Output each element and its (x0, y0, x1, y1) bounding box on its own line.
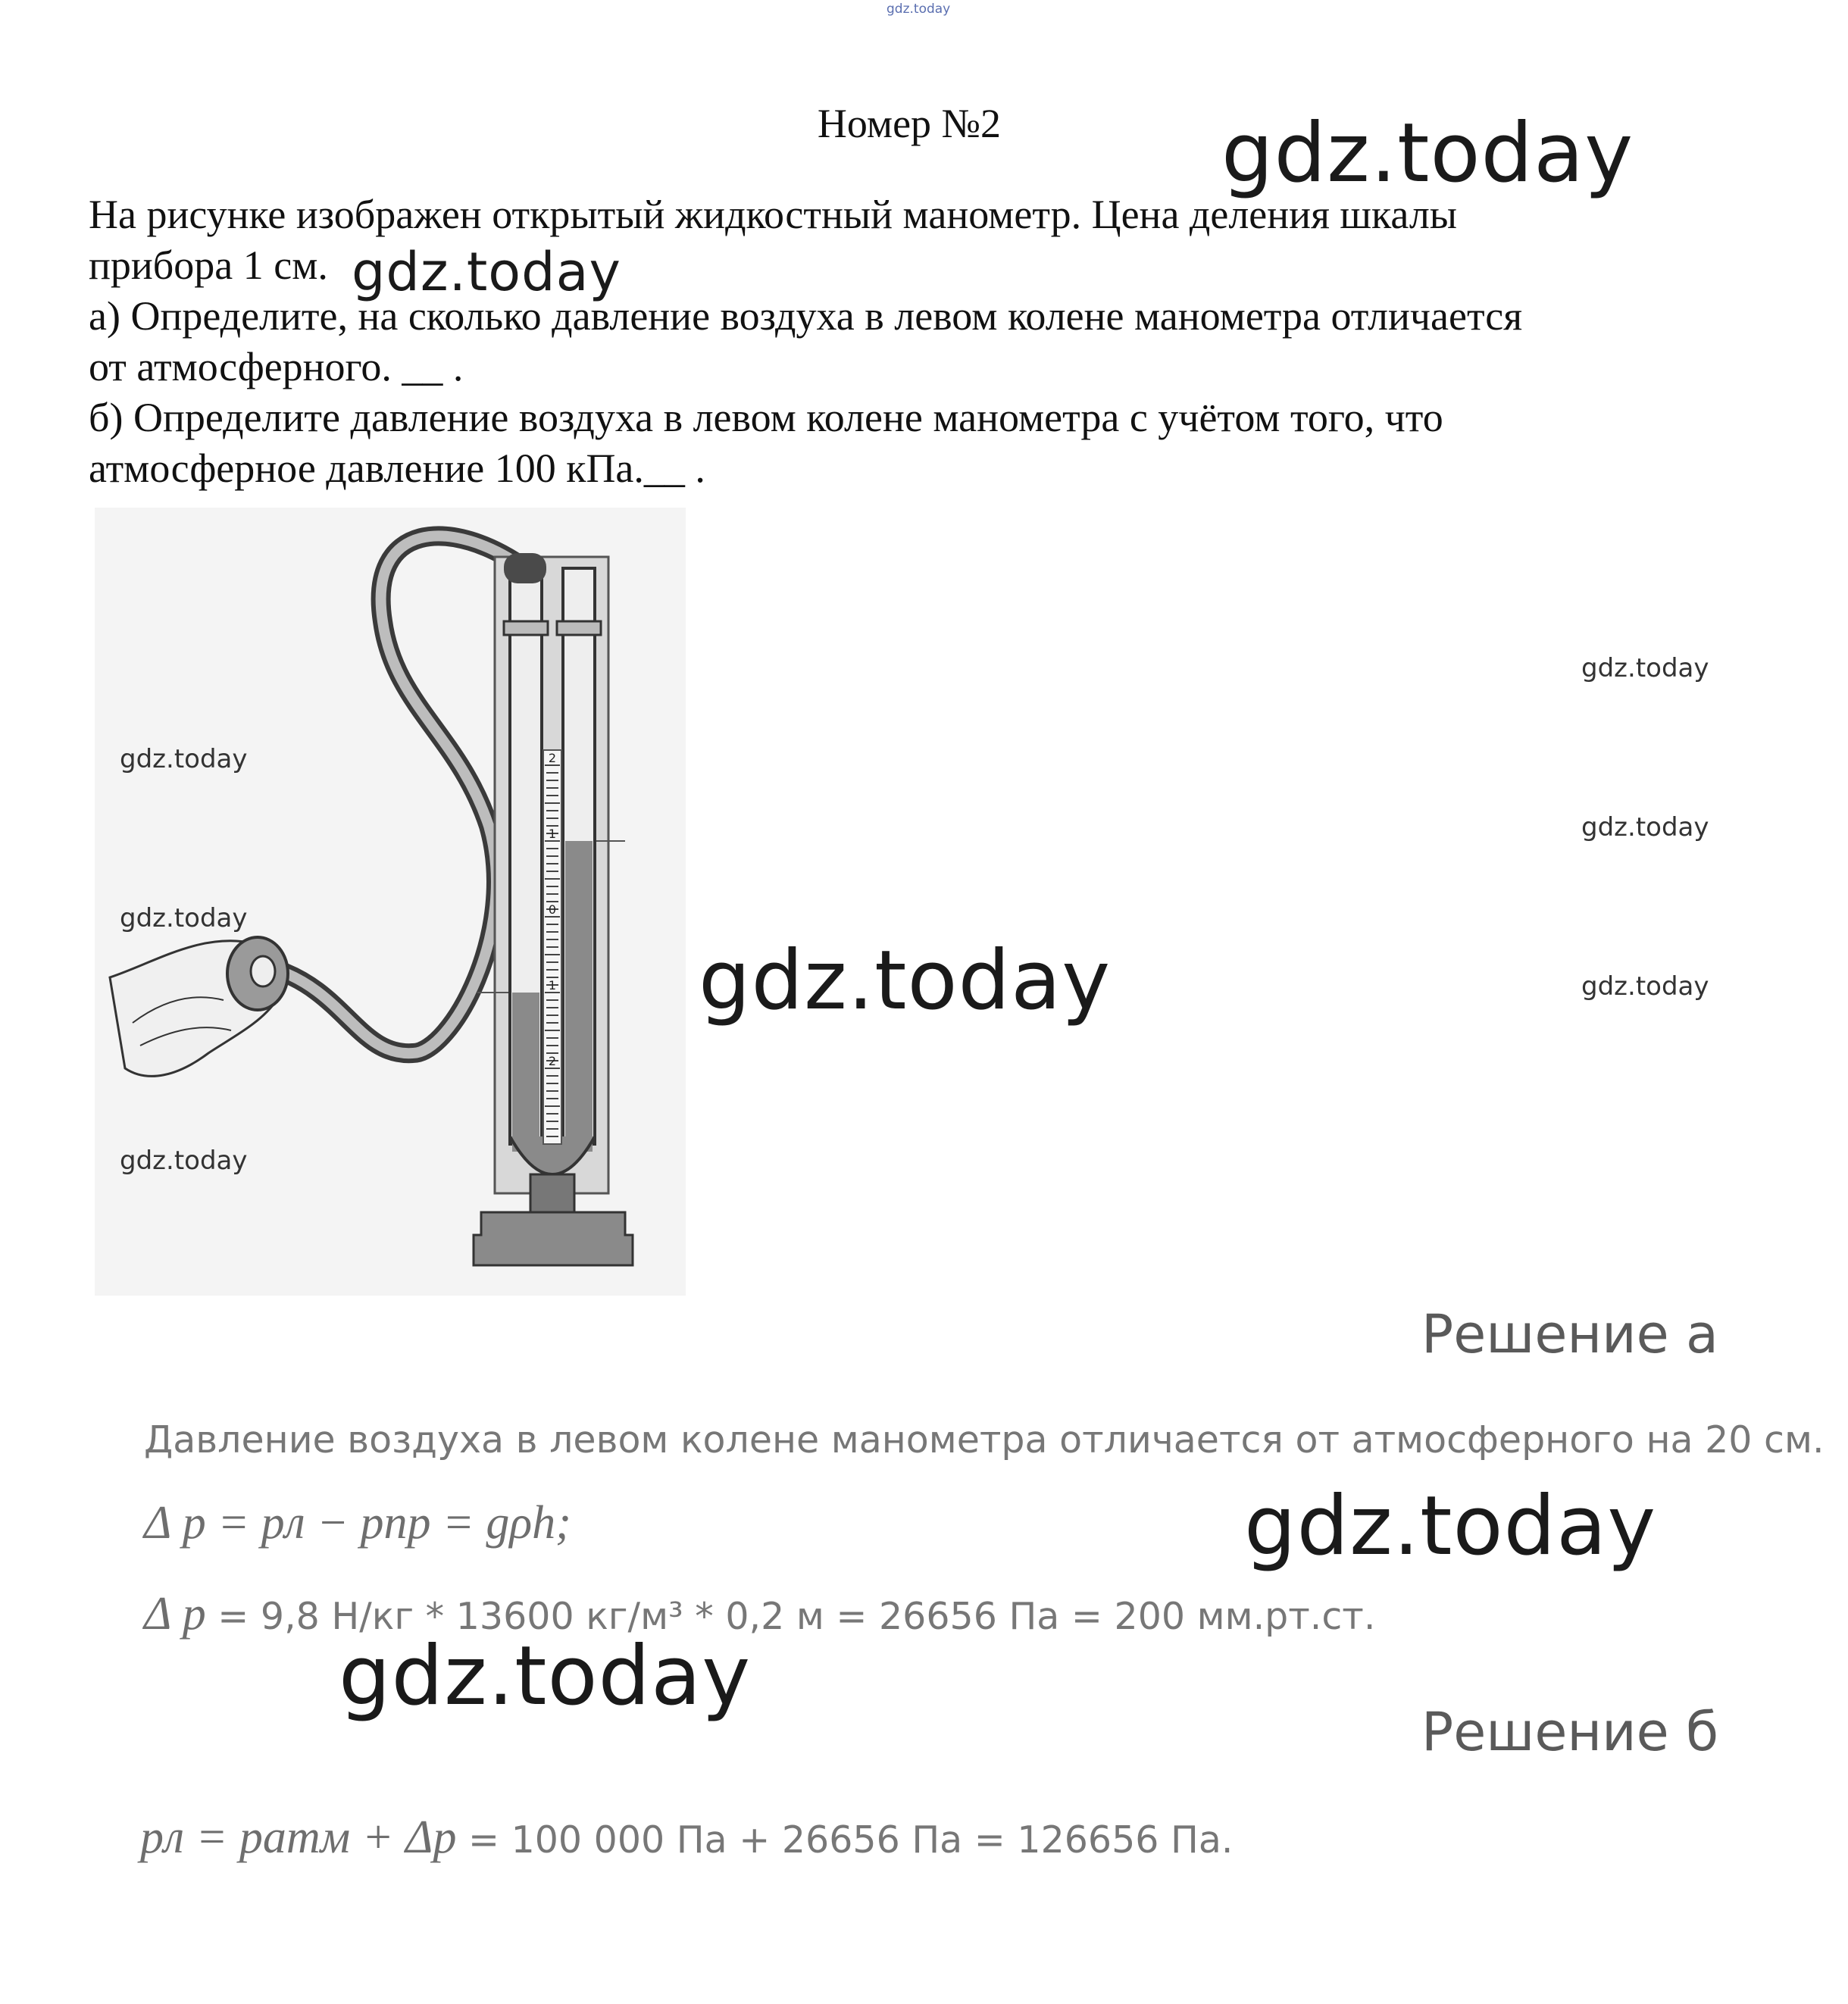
clamp-left (504, 621, 548, 635)
problem-line: прибора 1 см. (89, 242, 328, 288)
watermark: gdz.today (1221, 106, 1634, 201)
problem-text (89, 189, 1718, 494)
scale-label-1-top: 1 (548, 827, 557, 841)
solution-a-heading: Решение а (1421, 1303, 1718, 1365)
problem-line: атмосферное давление 100 кПа.__ . (89, 446, 705, 491)
formula-lhs: Δ p (144, 1588, 206, 1640)
formula-rhs: = 9,8 Н/кг * 13600 кг/м³ * 0,2 м = 26656 Па = 200 мм.рт.ст. (217, 1595, 1376, 1638)
solution-b-heading: Решение б (1421, 1701, 1719, 1763)
scale-label-2-bottom: 2 (548, 1054, 557, 1068)
stand-base (474, 1212, 633, 1265)
manometer-illustration (95, 508, 686, 1296)
problem-line-a: а) Определите, на сколько давление воздуха в левом колене манометра отличается (89, 293, 1523, 339)
watermark: gdz.today (1581, 812, 1709, 843)
page-title: Номер №2 (817, 101, 1002, 146)
scale-label-1-bottom: 1 (548, 978, 557, 993)
watermark: gdz.today (339, 1629, 752, 1724)
top-watermark: gdz.today (886, 2, 951, 17)
problem-line: На рисунке изображен открытый жидкостный манометр. Цена деления шкалы (89, 192, 1458, 237)
formula-lhs: pл = pатм + Δp (140, 1812, 457, 1863)
watermark: gdz.today (120, 744, 248, 774)
clamp-right (557, 621, 601, 635)
bulb-opening (251, 956, 275, 986)
solution-b-formula (140, 1811, 1233, 1865)
right-liquid (565, 841, 593, 1152)
watermark: gdz.today (1244, 1479, 1657, 1574)
watermark: gdz.today (699, 933, 1112, 1028)
watermark: gdz.today (352, 241, 621, 303)
hose-cap (504, 553, 546, 583)
problem-line-b: б) Определите давление воздуха в левом колене манометра с учётом того, что (89, 395, 1443, 440)
formula-rhs: = 100 000 Па + 26656 Па = 126656 Па. (467, 1818, 1234, 1862)
watermark: gdz.today (120, 1146, 248, 1176)
scale-label-2-top: 2 (548, 751, 557, 765)
solution-a-formula-2 (144, 1587, 1375, 1641)
watermark: gdz.today (1581, 653, 1709, 683)
scale-label-0: 0 (548, 902, 557, 917)
watermark: gdz.today (1581, 971, 1709, 1002)
stand-neck (530, 1174, 574, 1212)
solution-a-formula-1: Δ p = pл − pпр = gρh; (144, 1497, 571, 1549)
left-liquid (512, 993, 539, 1152)
solution-a-statement: Давление воздуха в левом колене манометра отличается от атмосферного на 20 см. (144, 1418, 1825, 1462)
watermark: gdz.today (120, 903, 248, 933)
problem-line: от атмосферного. __ . (89, 344, 464, 389)
